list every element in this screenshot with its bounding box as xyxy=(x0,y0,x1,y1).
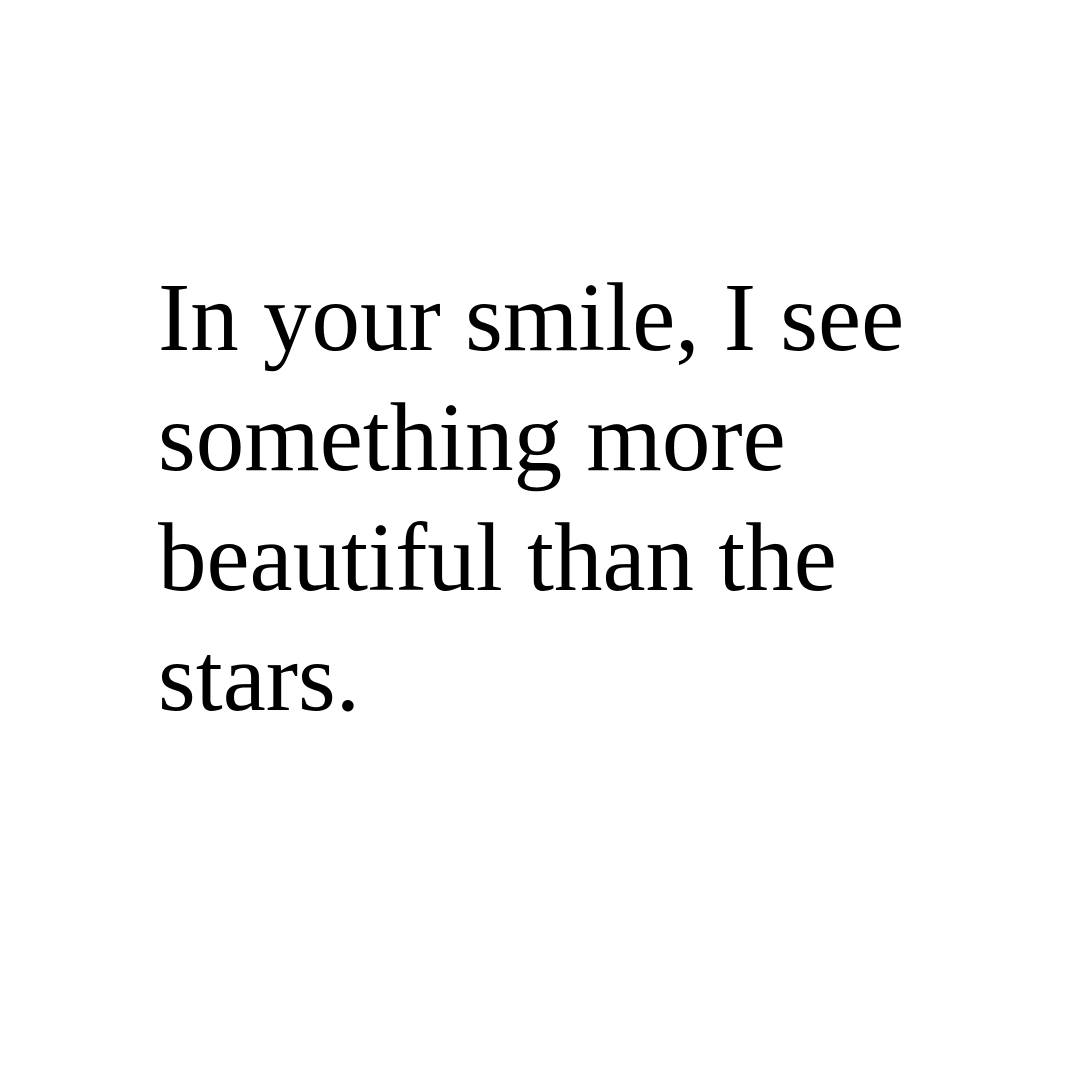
quote-line-3: beautiful than the xyxy=(158,504,837,611)
quote-line-1: In your smile, I see xyxy=(158,264,905,371)
quote-line-2: something more xyxy=(158,384,786,491)
quote-text xyxy=(158,258,958,738)
quote-line-4: stars. xyxy=(158,624,361,731)
